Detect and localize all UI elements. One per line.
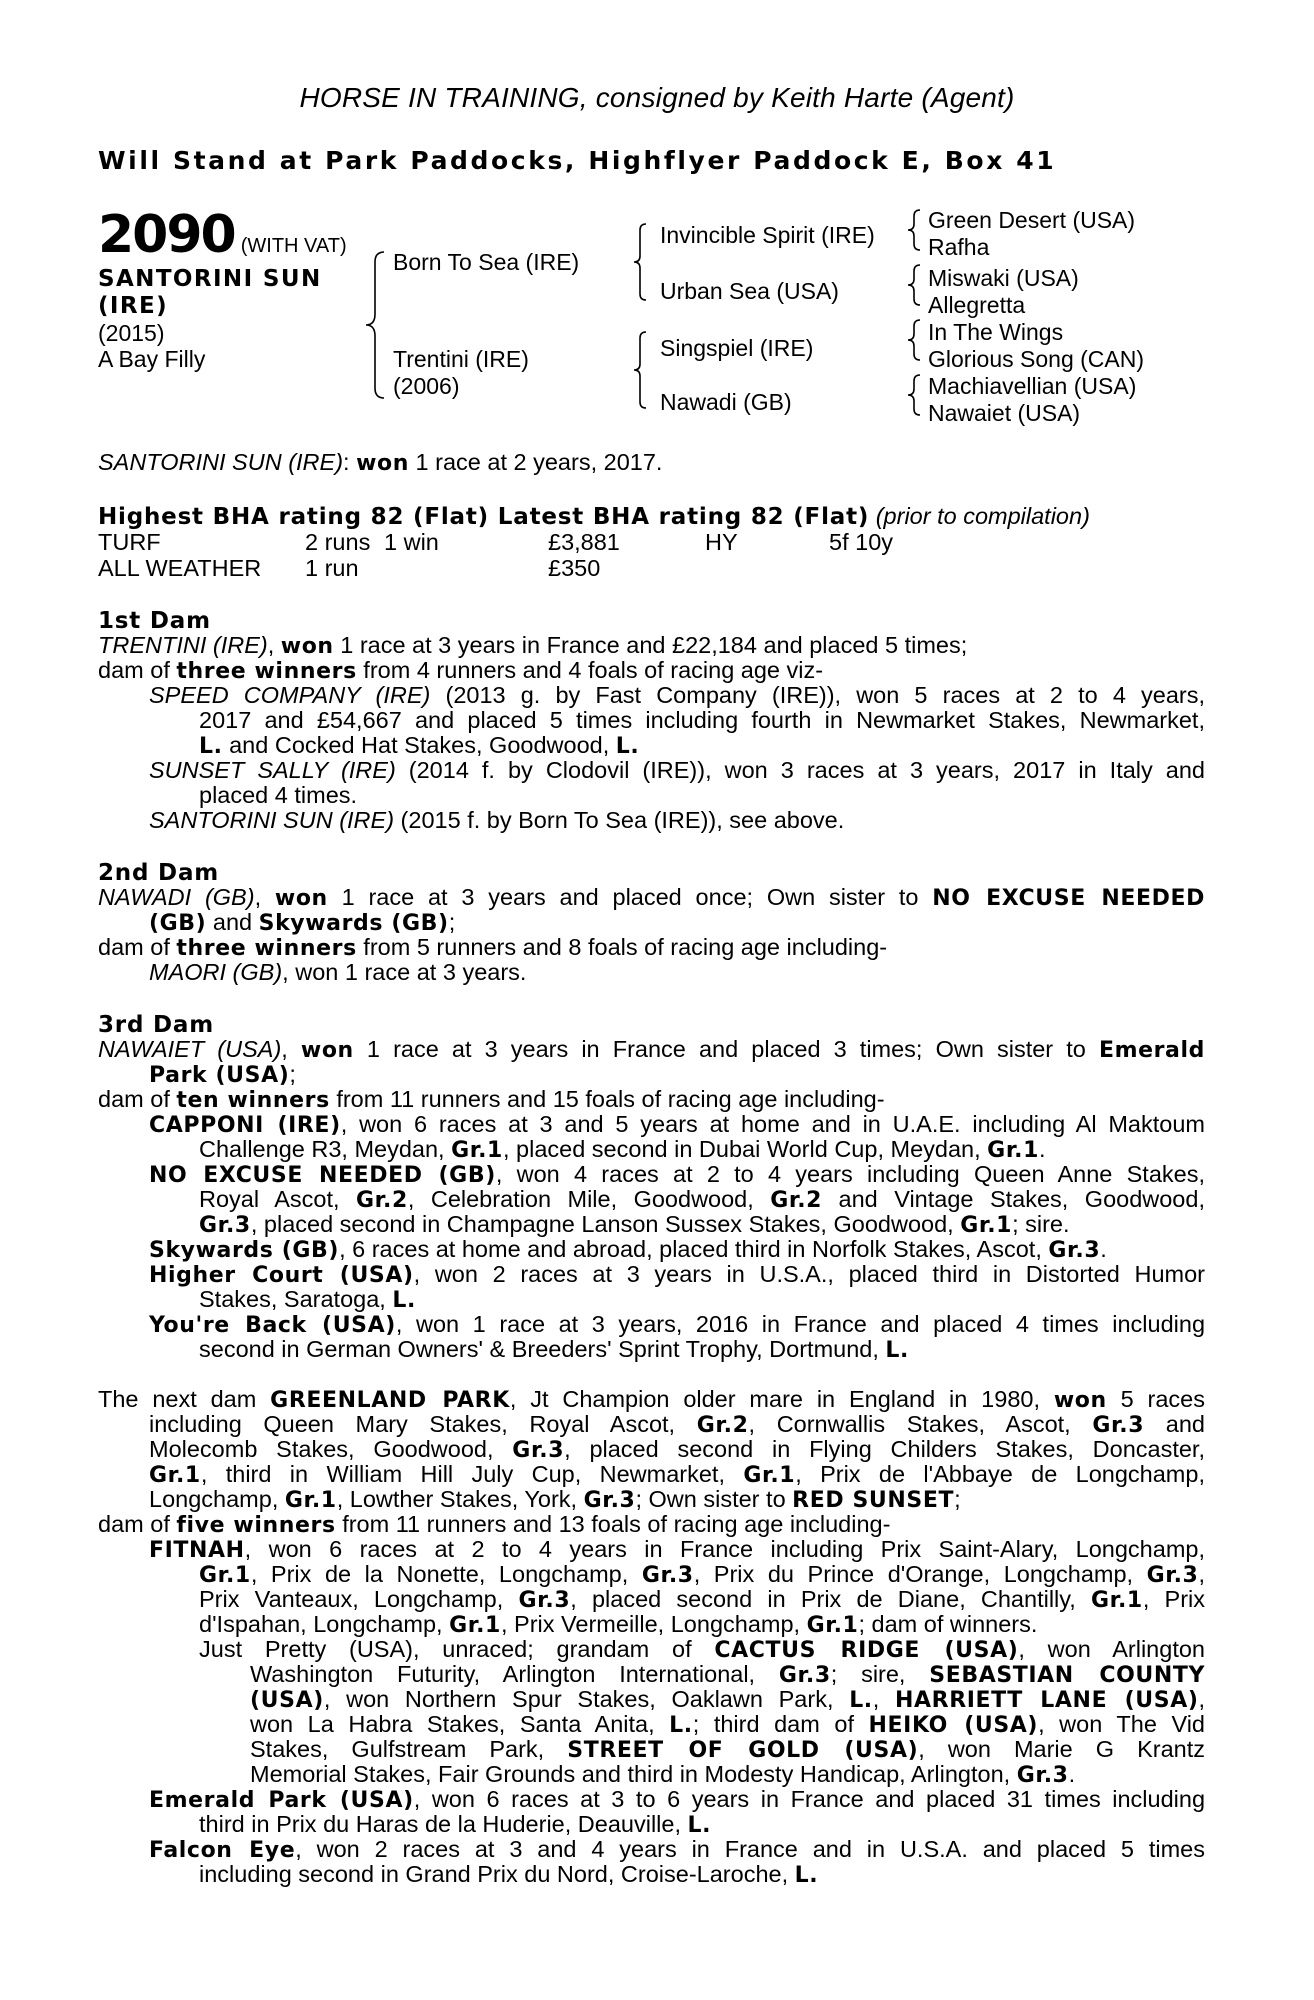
text: ; [448,909,456,935]
form-surface: TURF [98,529,161,555]
text: and [1144,1411,1205,1437]
progeny-name: Emerald Park (USA) [149,1788,414,1813]
form-prize: £3,881 [548,529,620,555]
form-prize: £350 [548,555,601,581]
next-dam-line [250,1762,1075,1788]
pedigree-dam-year: (2006) [393,373,460,399]
text: ; sire, [830,1661,930,1687]
won-label: won [274,886,328,911]
pedigree-brace-g2 [904,263,924,307]
third-dam-line [149,1312,1205,1338]
summary-rest: 1 race at 2 years, 2017. [409,449,663,475]
heading-text: 1st Dam [98,608,211,634]
text: , Lowther Stakes, York, [336,1486,584,1512]
grade: Gr.3 [583,1488,636,1513]
text: dam of [98,1086,177,1112]
next-dam-line [250,1737,1205,1763]
text: from 11 runners and 13 foals of racing age including- [335,1511,891,1537]
next-dam-line [199,1862,818,1888]
pedigree-brace-dam [630,330,650,410]
progeny-name: SANTORINI SUN (IRE) [149,807,395,833]
progeny-name: CAPPONI (IRE) [149,1113,341,1138]
pedigree-dam-dam: Nawadi (GB) [660,389,792,415]
text: , [1198,1686,1206,1712]
text: , won The Vid [1038,1711,1205,1737]
pedigree-brace-g4 [904,373,924,417]
text: The next dam [98,1386,271,1412]
progeny-name: Falcon Eye [149,1838,296,1863]
next-dam-line [149,1437,1205,1463]
dam-name: TRENTINI (IRE) [98,632,268,658]
stakes-horse: STREET OF GOLD (USA) [567,1738,919,1763]
text: , won 4 races at 2 to 4 years including Queen Anne Stakes, [495,1161,1205,1187]
pedigree-dam: Trentini (IRE) [393,346,529,372]
first-dam-heading [98,608,211,634]
winners-count: ten winners [176,1088,330,1113]
progeny-name: You're Back (USA) [149,1313,396,1338]
lot-number: 2090 [98,205,235,265]
text: , Prix du Prince d'Orange, Longchamp, [693,1561,1147,1587]
third-dam-line [149,1162,1205,1188]
text: and Cocked Hat Stakes, Goodwood, [222,732,616,758]
text: . [1100,1236,1107,1262]
grade: Gr.3 [1016,1763,1069,1788]
dam-name: NAWAIET (USA) [98,1036,282,1062]
text: , won 6 races at 3 to 6 years in France and placed 31 times including [413,1786,1206,1812]
text: ; dam of winners. [858,1611,1038,1637]
text: including second in Grand Prix du Nord, Croise-Laroche, [199,1861,795,1887]
third-dam-line [98,1037,1205,1063]
foaling-year: (2015) [98,320,165,346]
second-dam-line [149,910,455,936]
grade: Gr.1 [199,1563,251,1588]
text: , won 2 races at 3 and 4 years in France and in U.S.A. and placed 5 times [295,1836,1205,1862]
third-dam-line [199,1287,416,1313]
lot-number-block [98,205,347,265]
stakes-horse: RED SUNSET [792,1488,955,1513]
second-dam-line [98,935,887,961]
stakes-horse: HARRIETT LANE (USA) [895,1688,1199,1713]
text: Memorial Stakes, Fair Grounds and third in Modesty Handicap, Arlington, [250,1761,1017,1787]
text: Prix Vanteaux, Longchamp, [199,1586,519,1612]
grade: L. [615,734,640,759]
text: third in Prix du Haras de la Huderie, Deauville, [199,1811,688,1837]
grade: Gr.1 [1090,1588,1143,1613]
text: , 6 races at home and abroad, placed third in Norfolk Stakes, Ascot, [339,1236,1049,1262]
text: , won 6 races at 3 and 5 years at home and in U.A.E. including Al Maktoum [340,1111,1205,1137]
pedigree-dam-sire: Singspiel (IRE) [660,335,814,361]
text: Royal Ascot, [199,1186,357,1212]
text: second in German Owners' & Breeders' Sprint Trophy, Dortmund, [199,1336,886,1362]
form-wins: 1 win [384,529,439,555]
second-dam-line [98,885,1205,911]
text: , won Marie G Krantz [918,1736,1206,1762]
text: ; [954,1486,961,1512]
grade: Gr.1 [149,1463,201,1488]
next-dam-line [149,1837,1205,1863]
grade: Gr.1 [743,1463,796,1488]
pedigree-g2: Rafha [928,234,990,260]
third-dam-heading [98,1012,214,1038]
text: , [1198,1561,1205,1587]
first-dam-line [98,633,967,659]
text: ; sire. [1012,1211,1070,1237]
heading-text: 2nd Dam [98,860,220,886]
third-dam-line [199,1212,1070,1238]
second-dam-heading [98,860,219,886]
text: (2013 g. by Fast Company (IRE)), won 5 races at 2 to 4 years, [430,682,1205,708]
stakes-horse: NO EXCUSE NEEDED [932,886,1205,911]
first-dam-line [98,658,823,684]
text: , [254,884,275,910]
stakes-horse: CACTUS RIDGE (USA) [714,1638,1019,1663]
text: 1 race at 3 years in France and placed 3 times; Own sister to [353,1036,1099,1062]
text: , [872,1686,896,1712]
text: , Cornwallis Stakes, Ascot, [748,1411,1093,1437]
stakes-horse: HEIKO (USA) [868,1713,1039,1738]
grade: Gr.1 [806,1613,859,1638]
text: . [1039,1136,1046,1162]
text: Molecomb Stakes, Goodwood, [149,1436,513,1462]
progeny-name: NO EXCUSE NEEDED (GB) [149,1163,496,1188]
text: 1 race at 3 years in France and £22,184 and placed 5 times; [333,632,968,658]
pedigree-g7: Machiavellian (USA) [928,373,1137,399]
stakes-horse: Park (USA) [149,1063,290,1088]
grade: L. [885,1338,909,1363]
rating-note: (prior to compilation) [869,503,1090,529]
summary-won: won [356,451,409,476]
grade: Gr.2 [770,1188,823,1213]
text: , placed second in Champagne Lanson Sussex Stakes, Goodwood, [250,1211,961,1237]
grade: Gr.3 [641,1563,694,1588]
next-dam-line [149,1537,1205,1563]
text: , won Arlington [1018,1636,1205,1662]
grade: Gr.3 [1092,1413,1145,1438]
pedigree-g6: Glorious Song (CAN) [928,346,1145,372]
form-surface: ALL WEATHER [98,555,262,581]
text: ; [289,1061,296,1087]
pedigree-sire-sire: Invincible Spirit (IRE) [660,222,875,248]
grade: L. [794,1863,819,1888]
first-dam-line [199,708,1205,733]
next-dam-line [149,1412,1205,1438]
grade: L. [669,1713,693,1738]
pedigree-brace-g3 [904,318,924,362]
summary-horse-name: SANTORINI SUN (IRE) [98,449,344,475]
next-dam-line [98,1512,890,1538]
won-label: won [280,634,334,659]
text: won La Habra Stakes, Santa Anita, [250,1711,670,1737]
stakes-horse: Emerald [1098,1038,1205,1063]
text: from 11 runners and 15 foals of racing age including- [329,1086,885,1112]
grade: L. [199,734,223,759]
next-dam-line [199,1562,1205,1588]
grade: Gr.3 [778,1663,831,1688]
third-dam-line [199,1137,1046,1163]
third-dam-line [199,1337,909,1363]
pedigree-brace-sire [630,222,650,302]
grade: Gr.2 [696,1413,749,1438]
next-dam-line [149,1787,1205,1813]
grade: Gr.3 [518,1588,571,1613]
won-label: won [300,1038,354,1063]
horse-description: A Bay Filly [98,346,206,372]
stakes-horse: Skywards (GB) [258,911,449,936]
text: , won 2 races at 3 years in U.S.A., placed third in Distorted Humor [413,1261,1205,1287]
grade: Gr.3 [1048,1238,1101,1263]
grade: Gr.1 [960,1213,1013,1238]
stakes-horse: SEBASTIAN COUNTY [929,1663,1205,1688]
first-dam-line [149,808,844,833]
text: 5 races [1106,1386,1205,1412]
first-dam-line [149,758,1205,783]
first-dam-line [199,733,639,759]
text: ; third dam of [692,1711,869,1737]
text: , Celebration Mile, Goodwood, [407,1186,771,1212]
next-dam-line [199,1612,1037,1638]
horse-name: SANTORINI SUN [98,266,322,292]
pedigree-g4: Allegretta [928,292,1026,318]
text: , won 1 race at 3 years. [282,959,527,985]
text: Washington Futurity, Arlington International, [250,1661,779,1687]
next-dam-line [250,1712,1205,1738]
text: from 5 runners and 8 foals of racing age including- [356,934,888,960]
text: and Vintage Stakes, Goodwood, [822,1186,1205,1212]
text: including Queen Mary Stakes, Royal Ascot, [149,1411,697,1437]
text: , placed second in Flying Childers Stakes, Doncaster, [564,1436,1205,1462]
text: Just Pretty (USA), unraced; grandam of [199,1636,715,1662]
next-dam-line [149,1487,961,1513]
text: and [206,909,259,935]
heading-text: 3rd Dam [98,1012,214,1038]
winners-count: five winners [176,1513,336,1538]
text: , Prix de l'Abbaye de Longchamp, [795,1461,1205,1487]
horse-name-suffix: (IRE) [98,293,169,319]
form-going: HY [705,529,738,555]
grade: Gr.1 [987,1138,1040,1163]
text: , won 6 races at 2 to 4 years in France including Prix Saint-Alary, Longchamp, [244,1536,1205,1562]
text: Longchamp, [149,1486,285,1512]
text: , Prix Vermeille, Longchamp, [500,1611,807,1637]
text: 2017 and £54,667 and placed 5 times including fourth in Newmarket Stakes, Newmarket, [199,707,1205,733]
progeny-name: SPEED COMPANY (IRE) [149,682,431,708]
form-runs: 2 runs [305,529,371,555]
third-dam-line [199,1187,1205,1213]
bha-rating [98,504,1090,530]
pedigree-sire-dam: Urban Sea (USA) [660,278,839,304]
second-dam-line [149,960,526,985]
stakes-horse: (USA) [250,1688,324,1713]
text: , third in William Hill July Cup, Newmarket, [200,1461,744,1487]
text: , placed second in Dubai World Cup, Meydan, [502,1136,988,1162]
first-dam-line [149,683,1205,708]
third-dam-line [149,1262,1205,1288]
pedigree-brace-g1 [904,208,924,252]
pedigree-g5: In The Wings [928,319,1064,345]
next-dam-line [199,1812,711,1838]
race-summary [98,450,662,476]
progeny-name: MAORI (GB) [149,959,283,985]
third-dam-line [149,1112,1205,1138]
grade: Gr.3 [199,1213,251,1238]
stakes-horse: (GB) [149,911,207,936]
summary-colon: : [343,449,357,475]
next-dam-line [149,1462,1205,1488]
grade: L. [392,1288,416,1313]
pedigree-g3: Miswaki (USA) [928,265,1079,291]
text: dam of [98,657,177,683]
dam-name: NAWADI (GB) [98,884,255,910]
text: , Prix [1142,1586,1206,1612]
form-distance: 5f 10y [829,529,894,555]
text: . [1068,1761,1076,1787]
text: , placed second in Prix de Diane, Chantilly, [570,1586,1091,1612]
text: , [267,632,281,658]
stakes-horse: GREENLAND PARK [270,1388,510,1413]
text: , won Northern Spur Stakes, Oaklawn Park, [323,1686,850,1712]
rating-text: Highest BHA rating 82 (Flat) Latest BHA rating 82 (Flat) [98,504,870,530]
pedigree-brace-main [360,250,390,400]
third-dam-line [98,1087,885,1113]
grade: Gr.3 [512,1438,565,1463]
stand-location: Will Stand at Park Paddocks, Highflyer Paddock E, Box 41 [98,146,1057,175]
text: ; Own sister to [635,1486,793,1512]
grade: Gr.3 [1146,1563,1199,1588]
form-runs: 1 run [305,555,359,581]
text: , Prix de la Nonette, Longchamp, [250,1561,642,1587]
text: 1 race at 3 years and placed once; Own sister to [327,884,933,910]
grade: Gr.1 [449,1613,501,1638]
third-dam-line [149,1237,1107,1263]
text: Stakes, Saratoga, [199,1286,393,1312]
progeny-name: FITNAH [149,1538,245,1563]
won-label: won [1053,1388,1107,1413]
text: from 4 runners and 4 foals of racing age viz- [356,657,824,683]
text: (2014 f. by Clodovil (IRE)), won 3 races at 3 years, 2017 in Italy and [395,757,1205,783]
text: dam of [98,934,177,960]
text: , [281,1036,301,1062]
first-dam-line [199,783,357,808]
progeny-name: Skywards (GB) [149,1238,340,1263]
next-dam-line [199,1637,1205,1663]
consignor-heading: HORSE IN TRAINING, consigned by Keith Harte (Agent) [299,82,1015,113]
progeny-name: SUNSET SALLY (IRE) [149,757,396,783]
third-dam-line [149,1062,296,1088]
next-dam-line [250,1687,1205,1713]
text: dam of [98,1511,177,1537]
next-dam-line [199,1587,1205,1613]
text: d'Ispahan, Longchamp, [199,1611,450,1637]
text: , Jt Champion older mare in England in 1980, [509,1386,1054,1412]
winners-count: three winners [176,659,357,684]
text: , won 1 race at 3 years, 2016 in France and placed 4 times including [395,1311,1206,1337]
next-dam-line [250,1662,1205,1688]
text: placed 4 times. [199,782,358,808]
vat-label: (WITH VAT) [240,235,347,257]
pedigree-g8: Nawaiet (USA) [928,400,1081,426]
grade: Gr.2 [356,1188,408,1213]
grade: L. [849,1688,873,1713]
progeny-name: Higher Court (USA) [149,1263,414,1288]
grade: Gr.1 [284,1488,337,1513]
text: Challenge R3, Meydan, [199,1136,452,1162]
grade: L. [687,1813,712,1838]
winners-count: three winners [176,936,357,961]
grade: Gr.1 [451,1138,503,1163]
next-dam-line [98,1387,1205,1413]
pedigree-sire: Born To Sea (IRE) [393,249,580,275]
pedigree-g1: Green Desert (USA) [928,207,1136,233]
text: (2015 f. by Born To Sea (IRE)), see above. [394,807,845,833]
text: Stakes, Gulfstream Park, [250,1736,568,1762]
